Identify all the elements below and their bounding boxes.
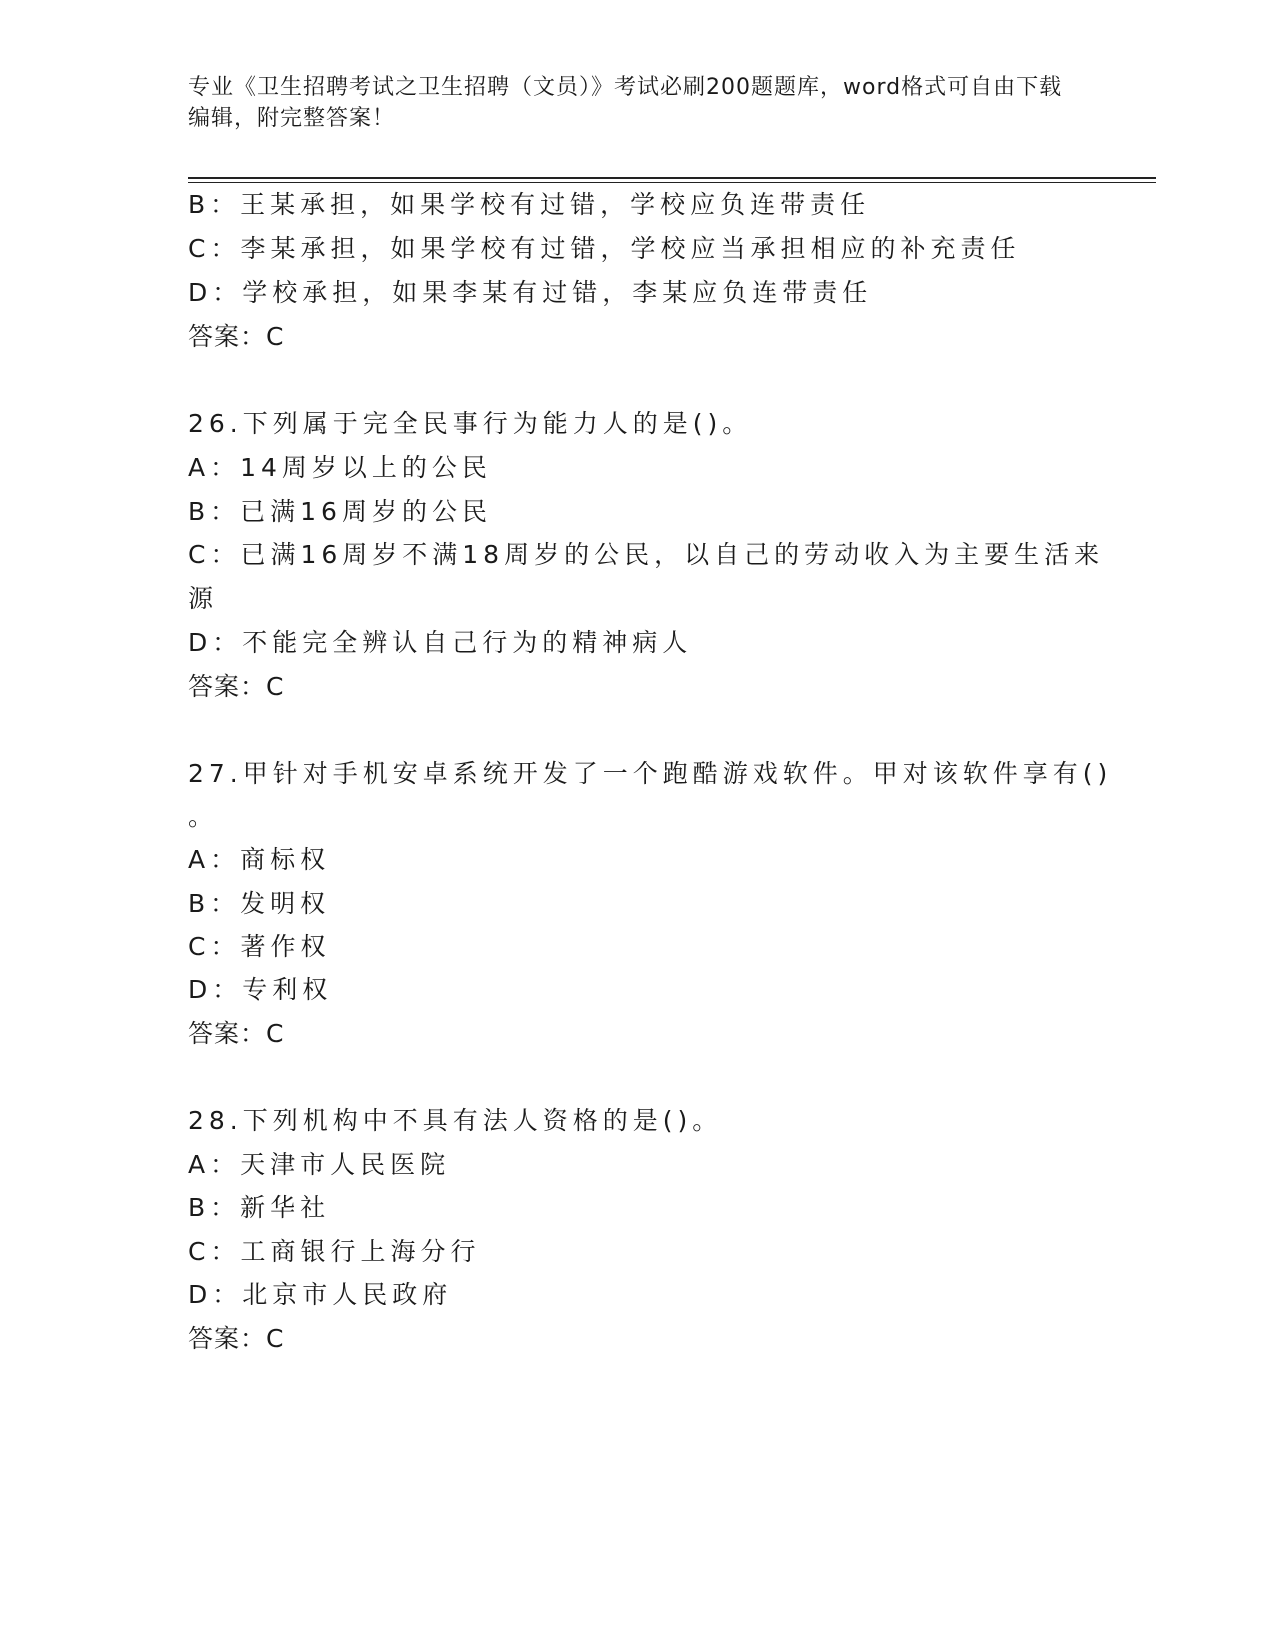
answer-q27: 答案：C xyxy=(188,1019,285,1048)
question-26: 26.下列属于完全民事行为能力人的是()。 xyxy=(188,409,753,438)
option-a-q26: A：14周岁以上的公民 xyxy=(188,453,492,482)
option-b-q27: B：发明权 xyxy=(188,889,331,918)
option-b-q28: B：新华社 xyxy=(188,1193,331,1222)
option-a-q27: A：商标权 xyxy=(188,845,331,874)
option-d-q25: D：学校承担，如果李某有过错，李某应负连带责任 xyxy=(188,278,873,307)
option-d-q28: D：北京市人民政府 xyxy=(188,1280,453,1309)
option-a-q28: A：天津市人民医院 xyxy=(188,1150,451,1179)
header-divider-thin xyxy=(188,182,1156,183)
option-c-q27: C：著作权 xyxy=(188,932,331,961)
answer-q28: 答案：C xyxy=(188,1324,285,1353)
document-header: 专业《卫生招聘考试之卫生招聘（文员）》考试必刷200题题库，word格式可自由下载编辑，附完整答案！ xyxy=(188,75,1063,131)
question-28: 28.下列机构中不具有法人资格的是()。 xyxy=(188,1106,723,1135)
option-c-q26-continued: 源 xyxy=(188,584,219,613)
answer-q26: 答案：C xyxy=(188,672,285,701)
option-b-q25: B：王某承担，如果学校有过错，学校应负连带责任 xyxy=(188,190,871,219)
option-d-q27: D：专利权 xyxy=(188,975,333,1004)
option-d-q26: D：不能完全辨认自己行为的精神病人 xyxy=(188,628,693,657)
header-divider-thick xyxy=(188,177,1156,179)
option-c-q28: C：工商银行上海分行 xyxy=(188,1237,481,1266)
option-c-q25: C：李某承担，如果学校有过错，学校应当承担相应的补充责任 xyxy=(188,234,1021,263)
question-27-continued: 。 xyxy=(188,802,219,831)
question-27: 27.甲针对手机安卓系统开发了一个跑酷游戏软件。甲对该软件享有() xyxy=(188,759,1113,788)
option-b-q26: B：已满16周岁的公民 xyxy=(188,497,492,526)
answer-q25: 答案：C xyxy=(188,322,285,351)
option-c-q26: C：已满16周岁不满18周岁的公民，以自己的劳动收入为主要生活来 xyxy=(188,540,1105,569)
